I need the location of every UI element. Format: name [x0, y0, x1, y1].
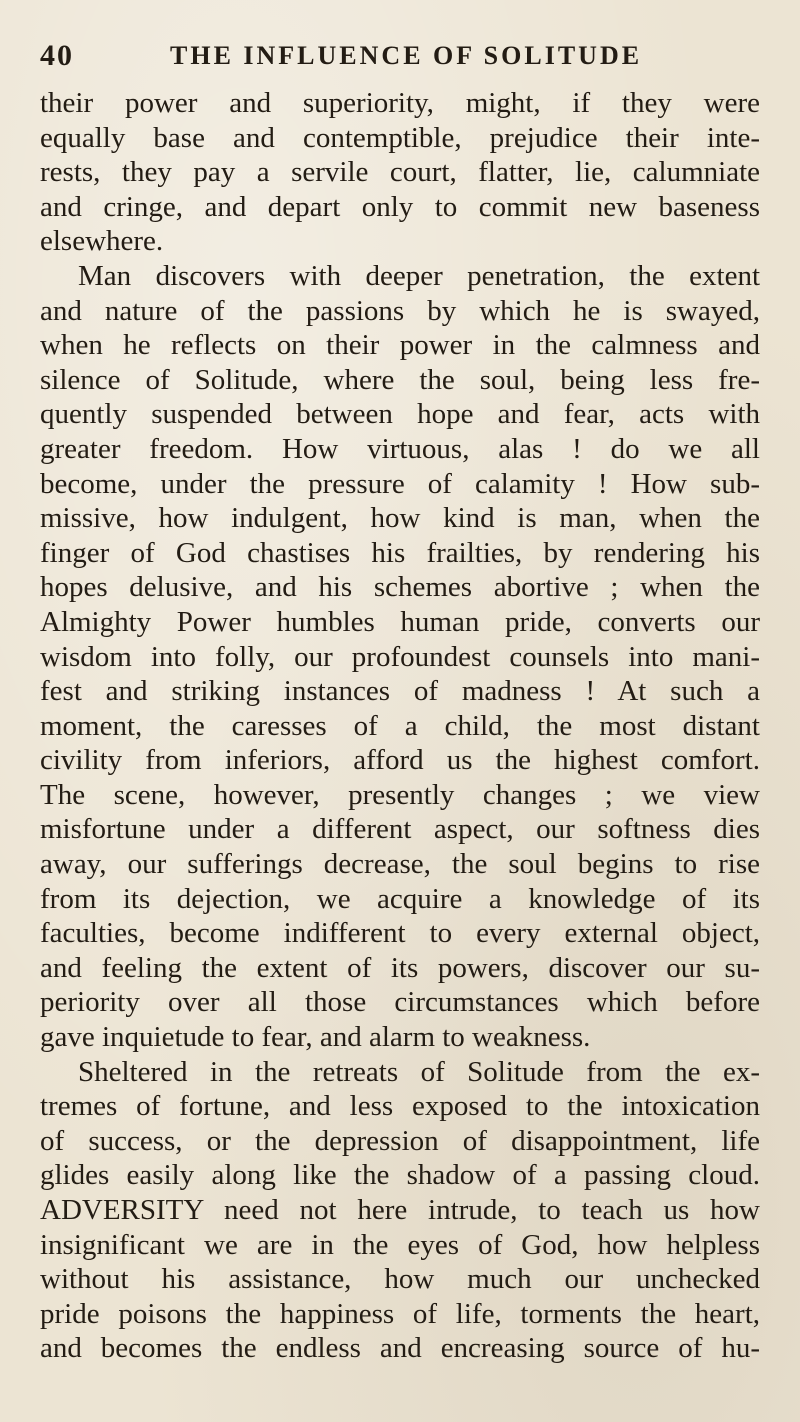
- text-line: insignificant we are in the eyes of God, how helpless: [40, 1228, 760, 1261]
- text-line: and feeling the extent of its powers, discover our su-: [40, 951, 760, 984]
- text-line: equally base and contemptible, prejudice their inte-: [40, 121, 760, 154]
- text-line: fest and striking instances of madness ! At such a: [40, 675, 760, 708]
- text-line: their power and superiority, might, if they were: [40, 87, 760, 119]
- text-line: greater freedom. How virtuous, alas ! do we all: [40, 432, 760, 465]
- text-line: and becomes the endless and encreasing source of hu-: [40, 1332, 760, 1365]
- text-line: from its dejection, we acquire a knowledge of its: [40, 882, 760, 915]
- text-line: The scene, however, presently changes ; we view: [40, 778, 760, 811]
- running-title: THE INFLUENCE OF SOLITUDE: [170, 41, 643, 70]
- text-line: when he reflects on their power in the calmness and: [40, 329, 760, 362]
- text-line: Sheltered in the retreats of Solitude from the ex-: [78, 1055, 760, 1088]
- text-line: faculties, become indifferent to every external object,: [40, 917, 760, 950]
- page-number: 40: [40, 39, 74, 72]
- text-line: without his assistance, how much our unchecked: [40, 1263, 760, 1296]
- text-line: Man discovers with deeper penetration, the extent: [78, 259, 760, 292]
- text-line: silence of Solitude, where the soul, being less fre-: [40, 363, 760, 396]
- text-line: quently suspended between hope and fear, acts with: [40, 398, 760, 431]
- text-line: tremes of fortune, and less exposed to the intoxication: [40, 1090, 760, 1123]
- text-line: elsewhere.: [40, 225, 164, 258]
- text-line: periority over all those circumstances which before: [40, 986, 760, 1019]
- body-text: [40, 86, 760, 1366]
- text-line: gave inquietude to fear, and alarm to weakness.: [40, 1021, 591, 1054]
- text-line: become, under the pressure of calamity ! How sub-: [40, 467, 760, 500]
- text-line: glides easily along like the shadow of a passing cloud.: [40, 1159, 760, 1192]
- text-line: Almighty Power humbles human pride, converts our: [40, 605, 760, 638]
- running-head: [40, 36, 760, 76]
- text-line: finger of God chastises his frailties, by rendering his: [40, 536, 760, 569]
- text-line: civility from inferiors, afford us the highest comfort.: [40, 744, 760, 777]
- text-line: away, our sufferings decrease, the soul begins to rise: [40, 848, 760, 881]
- text-line: of success, or the depression of disappointment, life: [40, 1124, 760, 1157]
- text-line: ADVERSITY need not here intrude, to teach us how: [40, 1194, 760, 1226]
- text-line: and nature of the passions by which he is swayed,: [40, 294, 760, 327]
- text-line: rests, they pay a servile court, flatter, lie, calumniate: [40, 156, 760, 189]
- text-line: hopes delusive, and his schemes abortive ; when the: [40, 571, 760, 604]
- text-line: pride poisons the happiness of life, torments the heart,: [40, 1297, 760, 1330]
- text-line: moment, the caresses of a child, the most distant: [40, 709, 760, 742]
- text-line: wisdom into folly, our profoundest counsels into mani-: [40, 640, 760, 673]
- text-line: missive, how indulgent, how kind is man, when the: [40, 502, 760, 535]
- text-line: misfortune under a different aspect, our softness dies: [40, 813, 760, 846]
- text-line: and cringe, and depart only to commit new baseness: [40, 190, 760, 223]
